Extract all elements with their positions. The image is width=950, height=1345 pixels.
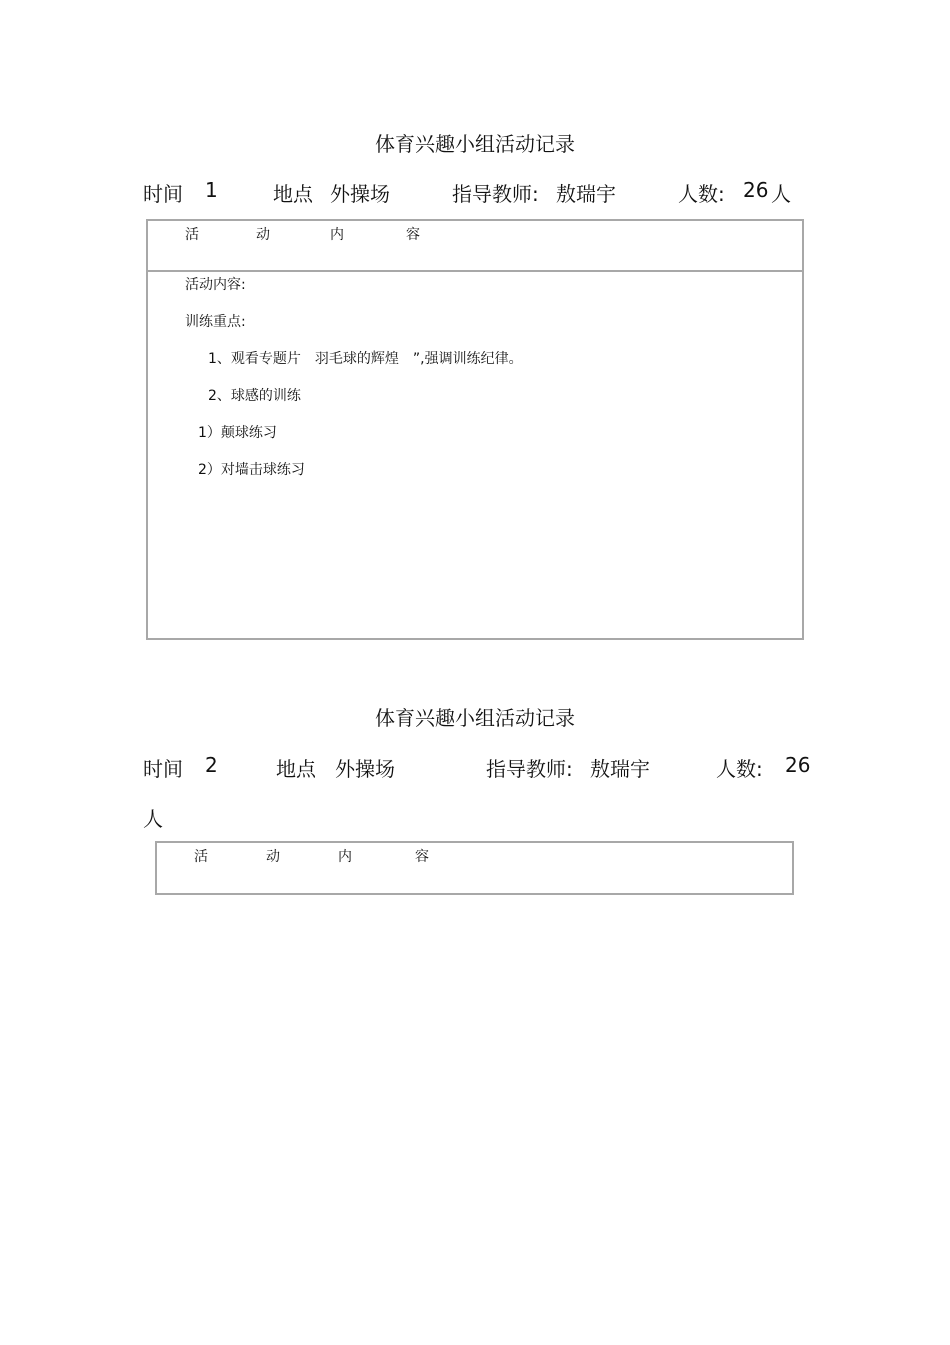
record-2-time-value: 2 (205, 753, 218, 777)
record-1-teacher-label: 指导教师: (452, 182, 539, 206)
record-2-place-value: 外操场 (335, 757, 395, 781)
record-2-table (155, 841, 794, 895)
record-1-header-cell: 内 (330, 227, 344, 243)
record-1-content-line: 1）颠球练习 (198, 425, 277, 441)
record-1-header-cell: 容 (406, 227, 420, 243)
record-2-count-label: 人数: (716, 757, 763, 781)
record-1-content-line: 训练重点: (185, 314, 246, 330)
record-2-header-cell: 活 (194, 849, 208, 865)
record-2-count-unit: 人 (143, 807, 163, 831)
record-2-header-cell: 容 (415, 849, 429, 865)
record-1-header-cell: 动 (256, 227, 270, 243)
record-2-title: 体育兴趣小组活动记录 (375, 706, 575, 730)
record-1-time-value: 1 (205, 178, 218, 202)
record-1-content-line: 1、观看专题片 羽毛球的辉煌 ”,强调训练纪律。 (208, 351, 523, 367)
record-2-header-cell: 动 (266, 849, 280, 865)
record-1-content-line: 2）对墙击球练习 (198, 462, 305, 478)
record-2-teacher-value: 敖瑞宇 (590, 757, 650, 781)
record-2-place-label: 地点 (276, 757, 316, 781)
record-1-table (146, 219, 804, 640)
record-1-content-line: 活动内容: (185, 277, 246, 293)
record-1-count-value: 26 (743, 178, 769, 202)
record-1-title: 体育兴趣小组活动记录 (375, 132, 575, 156)
record-1-time-label: 时间 (143, 182, 183, 206)
record-1-header-cell: 活 (185, 227, 199, 243)
record-2-teacher-label: 指导教师: (486, 757, 573, 781)
record-1-header-divider (148, 270, 802, 272)
record-1-place-label: 地点 (273, 182, 313, 206)
record-2-time-label: 时间 (143, 757, 183, 781)
record-1-count-unit: 人 (771, 182, 791, 206)
record-1-teacher-value: 敖瑞宇 (556, 182, 616, 206)
record-2-header-cell: 内 (338, 849, 352, 865)
record-1-place-value: 外操场 (330, 182, 390, 206)
record-1-count-label: 人数: (678, 182, 725, 206)
record-1-content-line: 2、球感的训练 (208, 388, 301, 404)
record-2-count-value: 26 (785, 753, 811, 777)
